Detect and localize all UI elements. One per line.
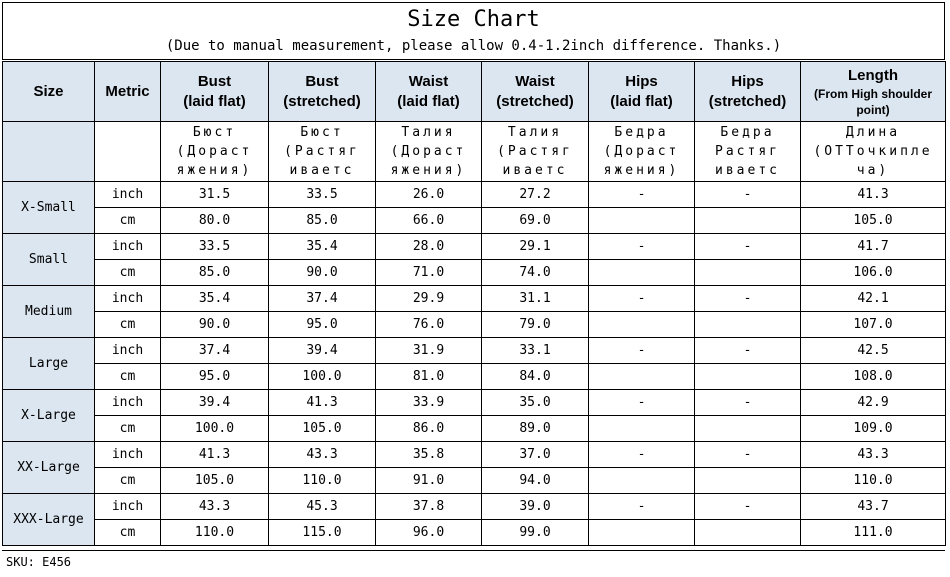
ru-length: Длина (ОТТочкипле ча): [801, 122, 946, 182]
value-cell: 90.0: [269, 260, 376, 286]
value-cell: 41.3: [161, 442, 269, 468]
value-cell: 66.0: [376, 208, 482, 234]
value-cell: -: [589, 182, 695, 208]
value-cell: 41.3: [801, 182, 946, 208]
value-cell: [589, 416, 695, 442]
value-cell: 109.0: [801, 416, 946, 442]
size-name-cell: XXX-Large: [3, 494, 95, 546]
value-cell: 80.0: [161, 208, 269, 234]
value-cell: -: [589, 286, 695, 312]
russian-header-row: [3, 122, 946, 182]
value-cell: 29.1: [482, 234, 589, 260]
value-cell: [589, 208, 695, 234]
value-cell: 42.1: [801, 286, 946, 312]
metric-cell: inch: [95, 234, 161, 260]
value-cell: 81.0: [376, 364, 482, 390]
value-cell: [589, 260, 695, 286]
ru-metric: [95, 122, 161, 182]
value-cell: 26.0: [376, 182, 482, 208]
metric-cell: inch: [95, 494, 161, 520]
value-cell: 42.9: [801, 390, 946, 416]
header-size: Size: [3, 62, 95, 122]
table-row: [3, 416, 946, 442]
metric-cell: cm: [95, 312, 161, 338]
size-name-cell: Medium: [3, 286, 95, 338]
value-cell: 86.0: [376, 416, 482, 442]
value-cell: 39.4: [161, 390, 269, 416]
ru-hips-stretched: Бедра Растяг иваетс: [695, 122, 801, 182]
value-cell: 33.1: [482, 338, 589, 364]
value-cell: -: [695, 286, 801, 312]
value-cell: 41.3: [269, 390, 376, 416]
value-cell: 99.0: [482, 520, 589, 546]
header-length: Length (From High shoulder point): [801, 62, 946, 122]
value-cell: 111.0: [801, 520, 946, 546]
ru-waist-stretched: Талия (Растяг иваетс: [482, 122, 589, 182]
value-cell: 35.4: [269, 234, 376, 260]
value-cell: 95.0: [269, 312, 376, 338]
value-cell: 43.3: [269, 442, 376, 468]
value-cell: 31.9: [376, 338, 482, 364]
table-row: [3, 312, 946, 338]
ru-size: [3, 122, 95, 182]
metric-cell: cm: [95, 468, 161, 494]
value-cell: 37.4: [269, 286, 376, 312]
ru-bust-stretched: Бюст (Растяг иваетс: [269, 122, 376, 182]
value-cell: 74.0: [482, 260, 589, 286]
value-cell: 110.0: [801, 468, 946, 494]
value-cell: [589, 468, 695, 494]
value-cell: 43.7: [801, 494, 946, 520]
value-cell: [695, 364, 801, 390]
size-name-cell: X-Small: [3, 182, 95, 234]
value-cell: 33.5: [269, 182, 376, 208]
table-row: [3, 338, 946, 364]
value-cell: -: [589, 494, 695, 520]
value-cell: -: [589, 338, 695, 364]
value-cell: 90.0: [161, 312, 269, 338]
value-cell: 28.0: [376, 234, 482, 260]
value-cell: 76.0: [376, 312, 482, 338]
table-row: [3, 260, 946, 286]
size-table: [2, 61, 946, 546]
value-cell: 71.0: [376, 260, 482, 286]
header-bust-flat: Bust (laid flat): [161, 62, 269, 122]
header-row: [3, 62, 946, 122]
value-cell: [695, 260, 801, 286]
value-cell: 33.9: [376, 390, 482, 416]
header-bust-stretched: Bust (stretched): [269, 62, 376, 122]
value-cell: 105.0: [269, 416, 376, 442]
value-cell: 105.0: [801, 208, 946, 234]
value-cell: -: [695, 494, 801, 520]
value-cell: 107.0: [801, 312, 946, 338]
value-cell: 37.8: [376, 494, 482, 520]
header-hips-flat: Hips (laid flat): [589, 62, 695, 122]
value-cell: 39.4: [269, 338, 376, 364]
value-cell: -: [695, 338, 801, 364]
value-cell: 84.0: [482, 364, 589, 390]
header-hips-stretched: Hips (stretched): [695, 62, 801, 122]
value-cell: -: [695, 234, 801, 260]
table-row: [3, 234, 946, 260]
value-cell: 31.5: [161, 182, 269, 208]
size-name-cell: X-Large: [3, 390, 95, 442]
chart-subtitle: (Due to manual measurement, please allow 0.4-1.2inch difference. Thanks.): [165, 38, 782, 54]
value-cell: 94.0: [482, 468, 589, 494]
value-cell: 39.0: [482, 494, 589, 520]
value-cell: 100.0: [269, 364, 376, 390]
ru-waist-flat: Талия (Дораст яжения): [376, 122, 482, 182]
value-cell: 37.0: [482, 442, 589, 468]
value-cell: 69.0: [482, 208, 589, 234]
header-metric: Metric: [95, 62, 161, 122]
metric-cell: cm: [95, 416, 161, 442]
value-cell: [589, 312, 695, 338]
table-row: [3, 390, 946, 416]
sku-divider: [2, 550, 945, 551]
value-cell: [695, 468, 801, 494]
table-row: [3, 208, 946, 234]
metric-cell: inch: [95, 390, 161, 416]
metric-cell: cm: [95, 520, 161, 546]
sku-label: SKU: E456: [6, 555, 72, 569]
metric-cell: inch: [95, 182, 161, 208]
value-cell: 115.0: [269, 520, 376, 546]
chart-title: Size Chart: [407, 7, 540, 32]
value-cell: 91.0: [376, 468, 482, 494]
table-row: [3, 182, 946, 208]
table-row: [3, 286, 946, 312]
value-cell: 85.0: [269, 208, 376, 234]
value-cell: 35.8: [376, 442, 482, 468]
ru-hips-flat: Бедра (Дораст яжения): [589, 122, 695, 182]
value-cell: 96.0: [376, 520, 482, 546]
value-cell: 41.7: [801, 234, 946, 260]
value-cell: 105.0: [161, 468, 269, 494]
value-cell: 95.0: [161, 364, 269, 390]
value-cell: 85.0: [161, 260, 269, 286]
metric-cell: inch: [95, 286, 161, 312]
table-row: [3, 494, 946, 520]
size-name-cell: Large: [3, 338, 95, 390]
table-row: [3, 520, 946, 546]
value-cell: 43.3: [801, 442, 946, 468]
value-cell: -: [589, 234, 695, 260]
value-cell: 31.1: [482, 286, 589, 312]
value-cell: 33.5: [161, 234, 269, 260]
metric-cell: inch: [95, 338, 161, 364]
value-cell: 45.3: [269, 494, 376, 520]
value-cell: 29.9: [376, 286, 482, 312]
value-cell: [589, 520, 695, 546]
value-cell: 100.0: [161, 416, 269, 442]
value-cell: 43.3: [161, 494, 269, 520]
value-cell: -: [589, 390, 695, 416]
value-cell: -: [695, 390, 801, 416]
table-row: [3, 468, 946, 494]
value-cell: 89.0: [482, 416, 589, 442]
table-row: [3, 442, 946, 468]
metric-cell: inch: [95, 442, 161, 468]
value-cell: [695, 520, 801, 546]
value-cell: 79.0: [482, 312, 589, 338]
size-name-cell: XX-Large: [3, 442, 95, 494]
value-cell: 37.4: [161, 338, 269, 364]
value-cell: [695, 416, 801, 442]
value-cell: -: [695, 442, 801, 468]
value-cell: -: [695, 182, 801, 208]
value-cell: [589, 364, 695, 390]
header-waist-stretched: Waist (stretched): [482, 62, 589, 122]
value-cell: -: [589, 442, 695, 468]
value-cell: 110.0: [269, 468, 376, 494]
value-cell: 108.0: [801, 364, 946, 390]
value-cell: 110.0: [161, 520, 269, 546]
ru-bust-flat: Бюст (Дораст яжения): [161, 122, 269, 182]
value-cell: [695, 312, 801, 338]
title-box: [2, 2, 945, 60]
table-body: [3, 182, 946, 546]
value-cell: 27.2: [482, 182, 589, 208]
value-cell: [695, 208, 801, 234]
table-row: [3, 364, 946, 390]
metric-cell: cm: [95, 364, 161, 390]
metric-cell: cm: [95, 208, 161, 234]
value-cell: 42.5: [801, 338, 946, 364]
metric-cell: cm: [95, 260, 161, 286]
value-cell: 35.0: [482, 390, 589, 416]
header-waist-flat: Waist (laid flat): [376, 62, 482, 122]
size-name-cell: Small: [3, 234, 95, 286]
value-cell: 35.4: [161, 286, 269, 312]
value-cell: 106.0: [801, 260, 946, 286]
